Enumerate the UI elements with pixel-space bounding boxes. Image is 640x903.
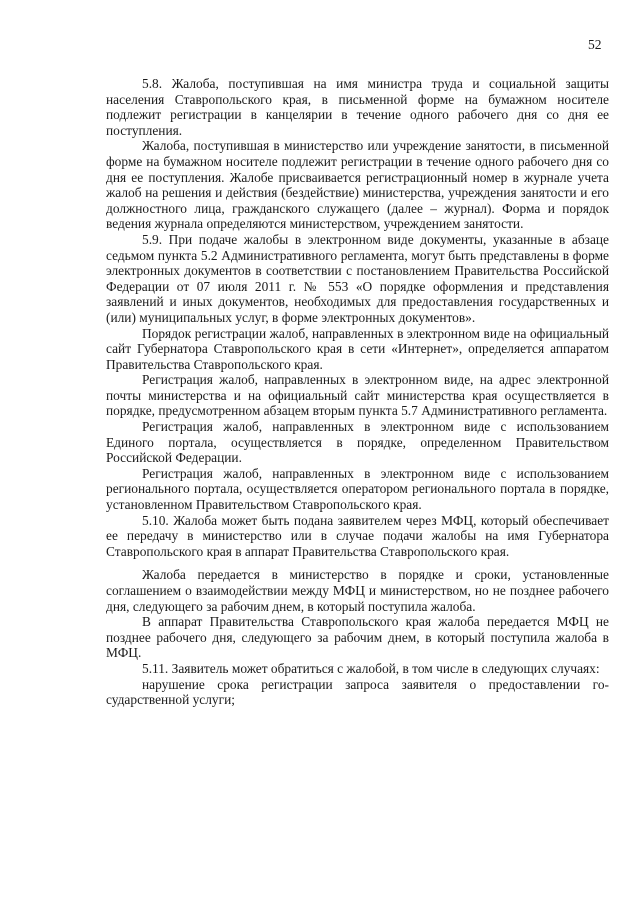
paragraph-5-8: 5.8. Жалоба, поступившая на имя министра труда и социальной защиты населения Ставропольского края, в письменной форме на бумажном носителе подлежит регистрации в канцелярии в течение одного рабочего дня со дня ее поступления.	[106, 76, 609, 138]
document-body	[106, 76, 609, 708]
paragraph-governor-site: Порядок регистрации жалоб, направленных в электронном виде на официальный сайт Губернатора Ставропольского края в сети «Интернет», определяется аппаратом Правительства Ставропольского края.	[106, 325, 609, 372]
paragraph-registration-journal: Жалоба, поступившая в министерство или учреждение занятости, в письменной форме на бумажном носителе подлежит регистрации в течение одного рабочего дня со дня ее поступления. Жалобе присваивается регистрационный номер в журнале учета жалоб на решения и действия (бездействие) министерства, учреждения занятости и его должностного лица, гражданского служащего (далее – журнал). Форма и порядок ведения журнала определяются министерством, учреждением занятости.	[106, 138, 609, 232]
paragraph-mfc-transfer: Жалоба передается в министерство в порядке и сроки, установленные соглашением о взаимодействии между МФЦ и министерством, но не позднее рабочего дня, следующего за рабочим днем, в который поступила жалоба.	[106, 567, 609, 614]
paragraph-ministry-email: Регистрация жалоб, направленных в электронном виде, на адрес электронной почты министерства и на официальный сайт министерства края осуществляется в порядке, предусмотренном абзацем вторым пункта 5.7 Административного регламента.	[106, 372, 609, 419]
paragraph-regional-portal: Регистрация жалоб, направленных в электронном виде с использованием регионального портала, осуществляется оператором регионального портала в порядке, установленном Правительством Ставропольского края.	[106, 465, 609, 513]
paragraph-case-registration-deadline: нарушение срока регистрации запроса заявителя о предоставлении государственной услуги;	[106, 676, 609, 708]
paragraph-unified-portal: Регистрация жалоб, направленных в электронном виде с использованием Единого портала, осуществляется в порядке, определенном Правительством Российской Федерации.	[106, 419, 609, 466]
paragraph-5-10: 5.10. Жалоба может быть подана заявителем через МФЦ, который обеспечивает ее передачу в министерство или в случае подачи жалобы на имя Губернатора Ставропольского края в аппарат Правительства Ставропольского края.	[106, 512, 609, 559]
paragraph-government-apparatus: В аппарат Правительства Ставропольского края жалоба передается МФЦ не позднее рабочего дня, следующего за рабочим днем, в который поступила жалоба в МФЦ.	[106, 614, 609, 661]
paragraph-5-11: 5.11. Заявитель может обратиться с жалобой, в том числе в следующих случаях:	[142, 660, 600, 676]
page-number: 52	[588, 37, 602, 52]
paragraph-5-9: 5.9. При подаче жалобы в электронном виде документы, указанные в абзаце седьмом пункта 5.2 Административного регламента, могут быть представлены в форме электронных документов в соответствии с постановлением Правительства Российской Федерации от 07 июля 2011 г. № 553 «О порядке оформления и представления заявлений и иных документов, необходимых для предоставления государственных и (или) муниципальных услуг, в форме электронных документов».	[106, 231, 609, 325]
